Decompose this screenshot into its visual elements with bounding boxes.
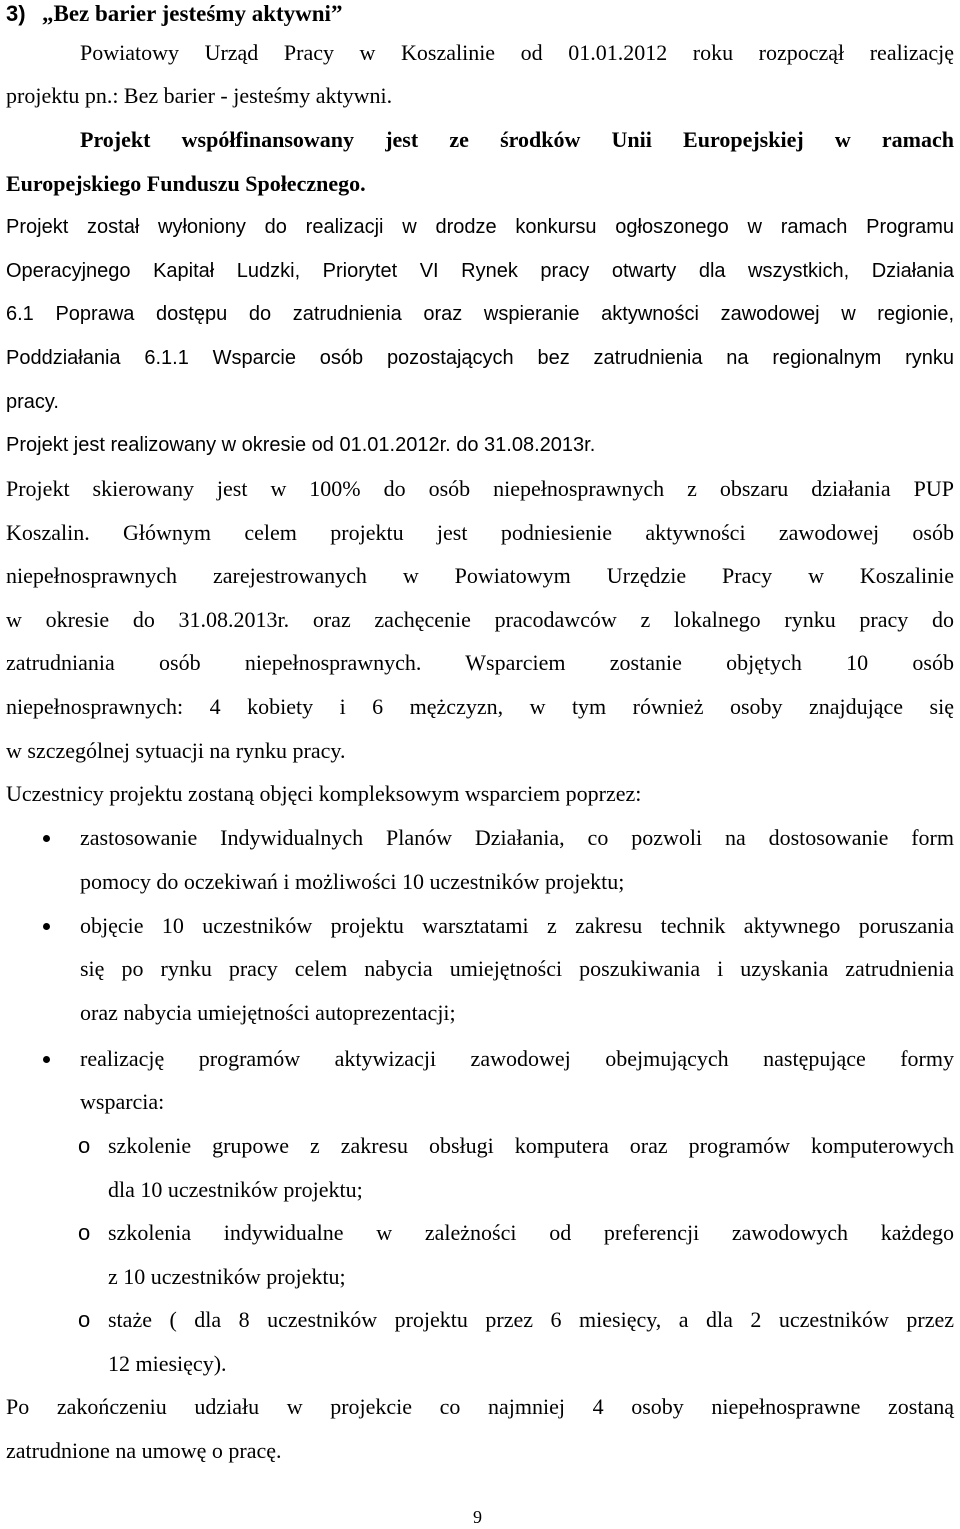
page-number: 9	[473, 1507, 482, 1527]
program-line-3: 6.1 Poprawa dostępu do zatrudnienia oraz wspieranie aktywności zawodowej w regionie,	[6, 303, 954, 325]
program-line-2: Operacyjnego Kapitał Ludzki, Priorytet VI Rynek pracy otwarty dla wszystkich, Działania	[6, 260, 954, 282]
sub-bullet-3-line-1: staże ( dla 8 uczestników projektu przez 6 miesięcy, a dla 2 uczestników przez	[108, 1307, 954, 1332]
support-intro: Uczestnicy projektu zostaną objęci kompleksowym wsparciem poprzez:	[6, 781, 642, 806]
closing-line-1: Po zakończeniu udziału w projekcie co najmniej 4 osoby niepełnosprawne zostaną	[6, 1394, 954, 1419]
closing-line-2: zatrudnione na umowę o pracę.	[6, 1438, 282, 1463]
goal-line-5: zatrudniania osób niepełnosprawnych. Wsparciem zostanie objętych 10 osób	[6, 650, 954, 675]
bullet-1-line-2: pomocy do oczekiwań i możliwości 10 uczestników projektu;	[80, 869, 625, 894]
period-line: Projekt jest realizowany w okresie od 01.01.2012r. do 31.08.2013r.	[6, 434, 596, 456]
bullet-dot-1	[43, 835, 50, 842]
sub-bullet-marker-1: o	[78, 1133, 91, 1158]
goal-line-1: Projekt skierowany jest w 100% do osób niepełnosprawnych z obszaru działania PUP	[6, 476, 954, 501]
goal-line-4: w okresie do 31.08.2013r. oraz zachęcenie pracodawców z lokalnego rynku pracy do	[6, 607, 954, 632]
bullet-2-line-3: oraz nabycia umiejętności autoprezentacji;	[80, 1000, 456, 1025]
bullet-1-line-1: zastosowanie Indywidualnych Planów Działania, co pozwoli na dostosowanie form	[80, 825, 954, 850]
goal-line-3: niepełnosprawnych zarejestrowanych w Powiatowym Urzędzie Pracy w Koszalinie	[6, 563, 954, 588]
program-line-5: pracy.	[6, 391, 59, 413]
intro-line-1: Powiatowy Urząd Pracy w Koszalinie od 01.01.2012 roku rozpoczął realizację	[80, 40, 954, 65]
cofinanced-line-1: Projekt współfinansowany jest ze środków Unii Europejskiej w ramach	[80, 127, 954, 152]
sub-bullet-marker-3: o	[78, 1307, 91, 1332]
goal-line-6: niepełnosprawnych: 4 kobiety i 6 mężczyzn, w tym również osoby znajdujące się	[6, 694, 954, 719]
bullet-3-line-1: realizację programów aktywizacji zawodowej obejmujących następujące formy	[80, 1046, 954, 1071]
section-title: „Bez barier jesteśmy aktywni”	[42, 1, 343, 26]
sub-bullet-3-line-2: 12 miesięcy).	[108, 1351, 227, 1376]
sub-bullet-marker-2: o	[78, 1220, 91, 1245]
sub-bullet-2-line-2: z 10 uczestników projektu;	[108, 1264, 346, 1289]
cofinanced-line-2: Europejskiego Funduszu Społecznego.	[6, 171, 366, 196]
goal-line-2: Koszalin. Głównym celem projektu jest podniesienie aktywności zawodowej osób	[6, 520, 954, 545]
sub-bullet-1-line-1: szkolenie grupowe z zakresu obsługi komputera oraz programów komputerowych	[108, 1133, 954, 1158]
sub-bullet-1-line-2: dla 10 uczestników projektu;	[108, 1177, 363, 1202]
bullet-2-line-2: się po rynku pracy celem nabycia umiejętności poszukiwania i uzyskania zatrudnienia	[80, 956, 954, 981]
bullet-2-line-1: objęcie 10 uczestników projektu warsztatami z zakresu technik aktywnego poruszania	[80, 913, 954, 938]
section-number: 3)	[6, 1, 26, 26]
sub-bullet-2-line-1: szkolenia indywidualne w zależności od preferencji zawodowych każdego	[108, 1220, 954, 1245]
program-line-4: Poddziałania 6.1.1 Wsparcie osób pozostających bez zatrudnienia na regionalnym rynku	[6, 347, 954, 369]
program-line-1: Projekt został wyłoniony do realizacji w drodze konkursu ogłoszonego w ramach Programu	[6, 216, 954, 238]
goal-line-7: w szczególnej sytuacji na rynku pracy.	[6, 738, 346, 763]
bullet-3-line-2: wsparcia:	[80, 1089, 165, 1114]
intro-line-2: projektu pn.: Bez barier - jesteśmy aktywni.	[6, 83, 393, 108]
bullet-dot-2	[43, 923, 50, 930]
bullet-dot-3	[43, 1056, 50, 1063]
